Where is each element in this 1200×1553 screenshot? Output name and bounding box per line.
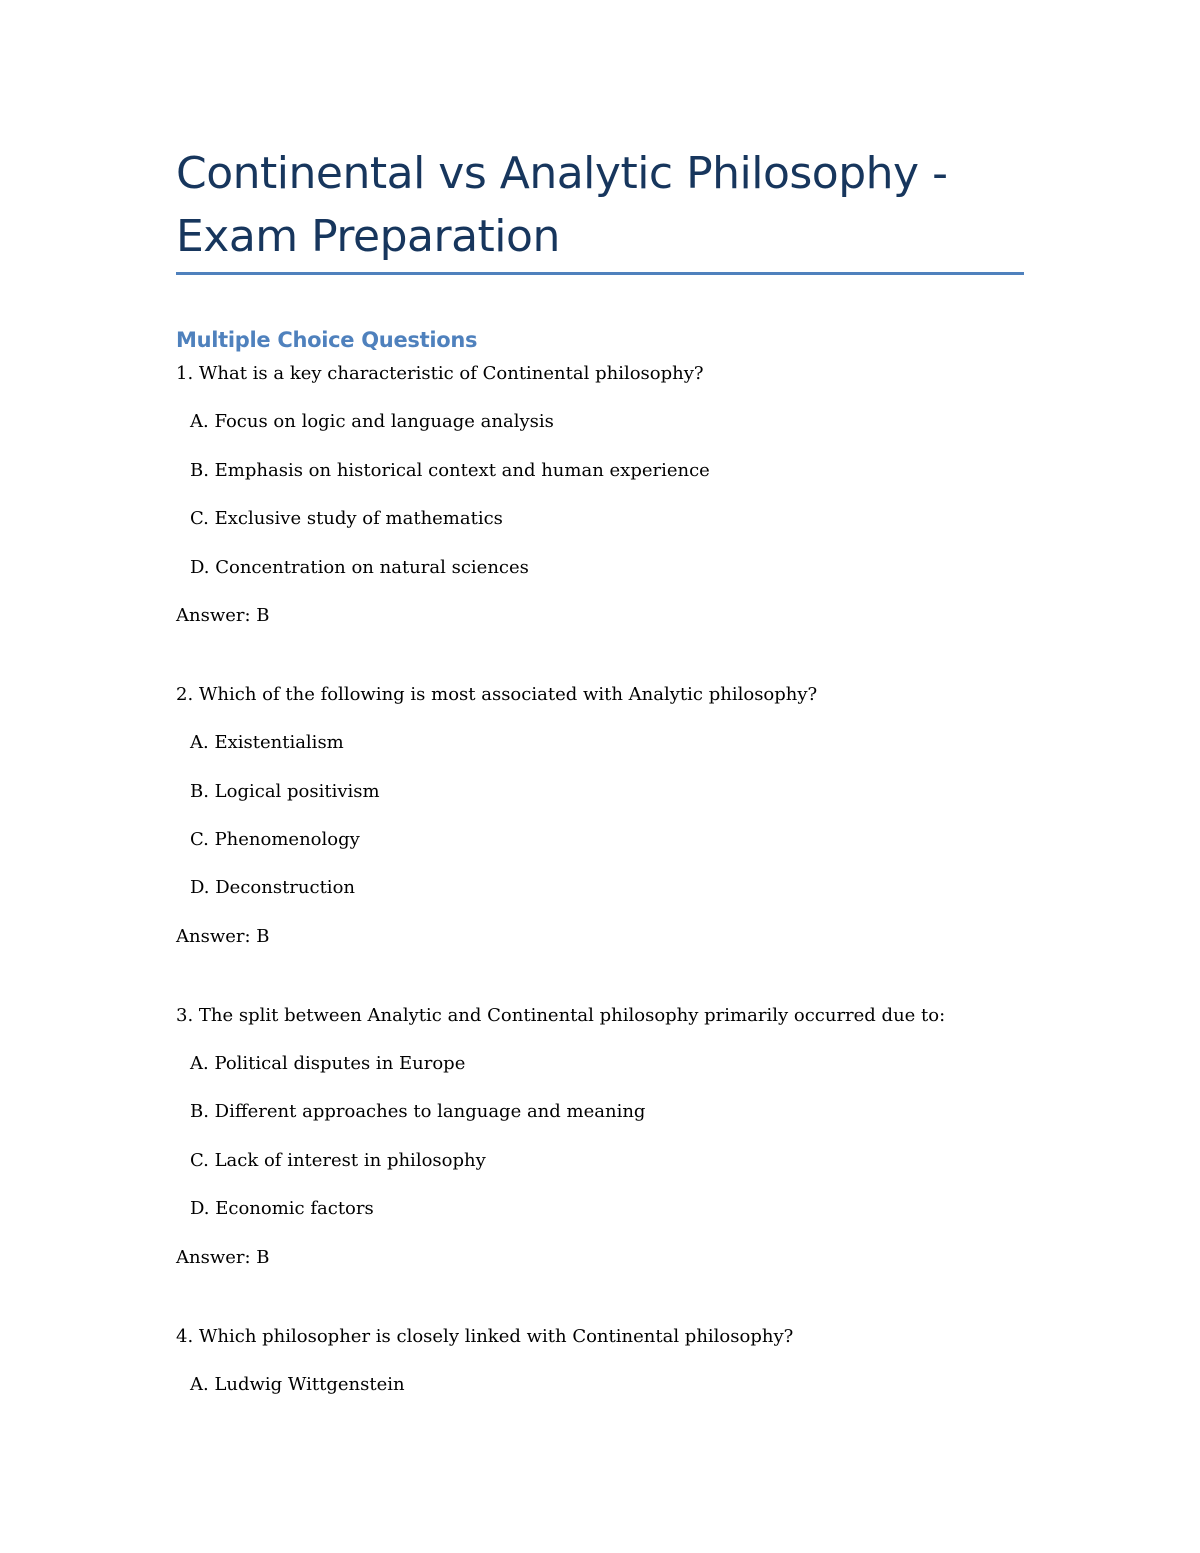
option: B. Logical positivism [190, 780, 380, 802]
question-block [176, 671, 1036, 961]
question-text: 4. Which philosopher is closely linked with Continental philosophy? [176, 1325, 794, 1347]
title-underline-divider [176, 272, 1024, 275]
question-block [176, 992, 1036, 1282]
option: D. Concentration on natural sciences [190, 556, 529, 578]
option: C. Lack of interest in philosophy [190, 1149, 486, 1171]
option: A. Existentialism [190, 732, 344, 754]
question-list [176, 350, 1036, 1440]
option: A. Focus on logic and language analysis [190, 411, 554, 433]
option: C. Exclusive study of mathematics [190, 508, 503, 530]
question-block [176, 350, 1036, 640]
question-text: 3. The split between Analytic and Continental philosophy primarily occurred due to: [176, 1004, 946, 1026]
option: B. Emphasis on historical context and human experience [190, 459, 710, 481]
option: D. Deconstruction [190, 877, 355, 899]
document-title: Continental vs Analytic Philosophy - Exam Preparation [176, 148, 948, 262]
answer-text: Answer: B [176, 604, 270, 626]
option: C. Phenomenology [190, 829, 360, 851]
option: D. Economic factors [190, 1198, 374, 1220]
question-block [176, 1313, 1036, 1410]
option: A. Political disputes in Europe [190, 1053, 466, 1075]
answer-text: Answer: B [176, 925, 270, 947]
answer-text: Answer: B [176, 1246, 270, 1268]
question-text: 1. What is a key characteristic of Continental philosophy? [176, 363, 704, 384]
option: B. Different approaches to language and meaning [190, 1101, 646, 1123]
section-heading: Multiple Choice Questions [176, 328, 478, 352]
option: A. Ludwig Wittgenstein [190, 1373, 405, 1395]
question-text: 2. Which of the following is most associated with Analytic philosophy? [176, 683, 818, 705]
